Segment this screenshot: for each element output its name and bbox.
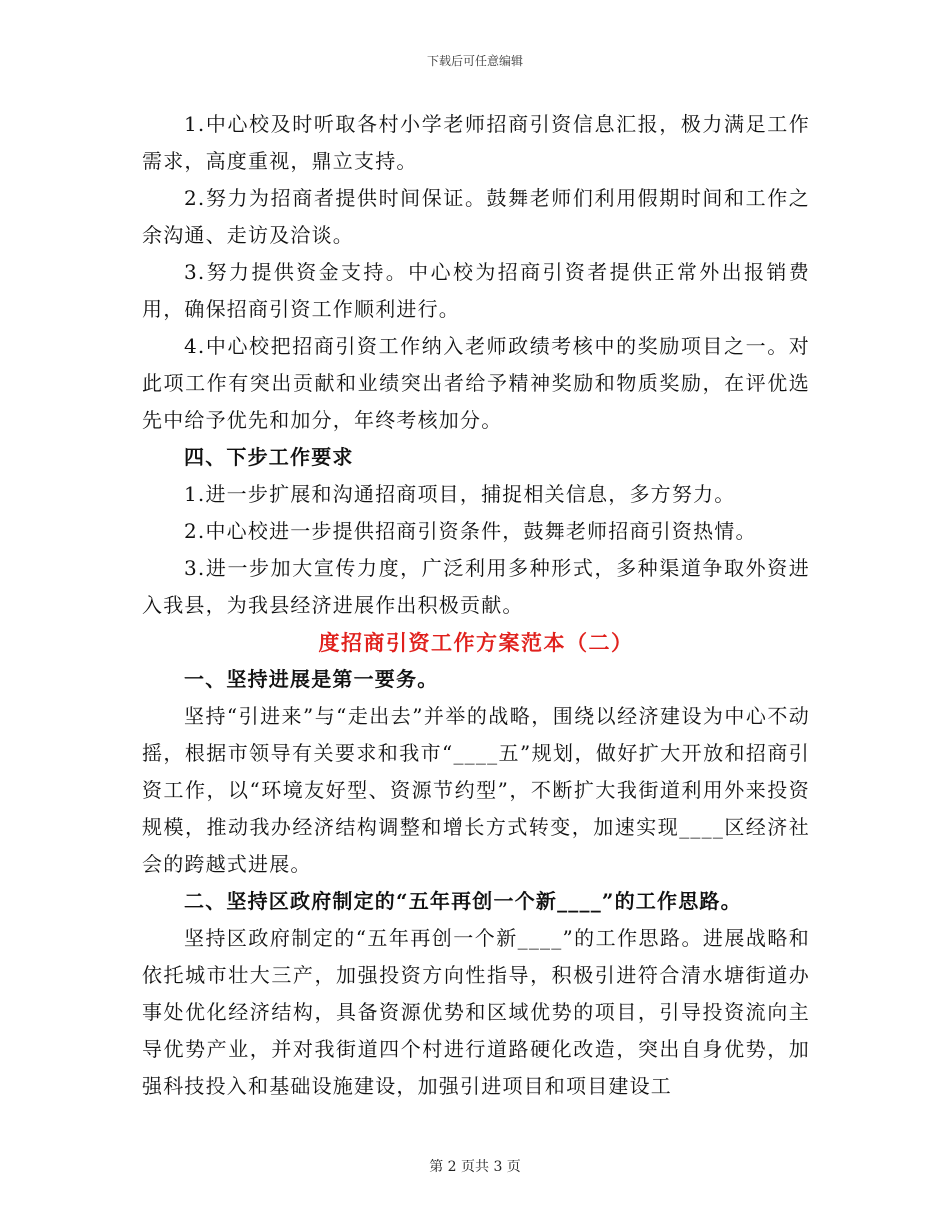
page-footer: 第 2 页共 3 页 bbox=[429, 1159, 521, 1175]
section-heading-1: 一、坚持进展是第一要务。 bbox=[184, 667, 439, 691]
section4-item-1: 1.进一步扩展和沟通招商项目，捕捉相关信息，多方努力。 bbox=[184, 482, 736, 506]
paragraph-item-3: 3.努力提供资金支持。中心校为招商引资者提供正常外出报销费用，确保招商引资工作顺利进行。 bbox=[142, 260, 810, 321]
document-body bbox=[142, 106, 810, 1105]
page-header: 下载后可任意编辑 bbox=[426, 54, 523, 68]
paragraph-item-4: 4.中心校把招商引资工作纳入老师政绩考核中的奖励项目之一。对此项工作有突出贡献和业绩突出者给予精神奖励和物质奖励，在评优选先中给予优先和加分，年终考核加分。 bbox=[142, 334, 810, 432]
section4-item-2: 2.中心校进一步提供招商引资条件，鼓舞老师招商引资热情。 bbox=[184, 519, 757, 543]
section2-paragraph: 坚持区政府制定的“五年再创一个新____”的工作思路。进展战略和依托城市壮大三产，加强投资方向性指导，积极引进符合清水塘街道办事处优化经济结构，具备资源优势和区域优势的项目，引导投资流向主导优势产业，并对我街道四个村进行道路硬化改造，突出自身优势，加强科技投入和基础设施建设，加强引进项目和项目建设工 bbox=[142, 926, 810, 1098]
section4-item-3: 3.进一步加大宣传力度，广泛利用多种形式，多种渠道争取外资进入我县，为我县经济进展作出积极贡献。 bbox=[142, 556, 810, 617]
section-heading-2: 二、坚持区政府制定的“五年再创一个新____”的工作思路。 bbox=[184, 889, 742, 913]
paragraph-item-2: 2.努力为招商者提供时间保证。鼓舞老师们利用假期时间和工作之余沟通、走访及洽谈。 bbox=[142, 186, 810, 247]
section1-paragraph: 坚持“引进来”与“走出去”并举的战略，围绕以经济建设为中心不动摇，根据市领导有关要求和我市“____五”规划，做好扩大开放和招商引资工作，以“环境友好型、资源节约型”，不断扩大我街道利用外来投资规模，推动我办经济结构调整和增长方式转变，加速实现____区经济社会的跨越式进展。 bbox=[142, 704, 810, 876]
paragraph-item-1: 1.中心校及时听取各村小学老师招商引资信息汇报，极力满足工作需求，高度重视，鼎立支持。 bbox=[142, 112, 810, 173]
document-title: 度招商引资工作方案范本（二） bbox=[318, 630, 634, 655]
section-heading-4: 四、下步工作要求 bbox=[184, 445, 354, 469]
